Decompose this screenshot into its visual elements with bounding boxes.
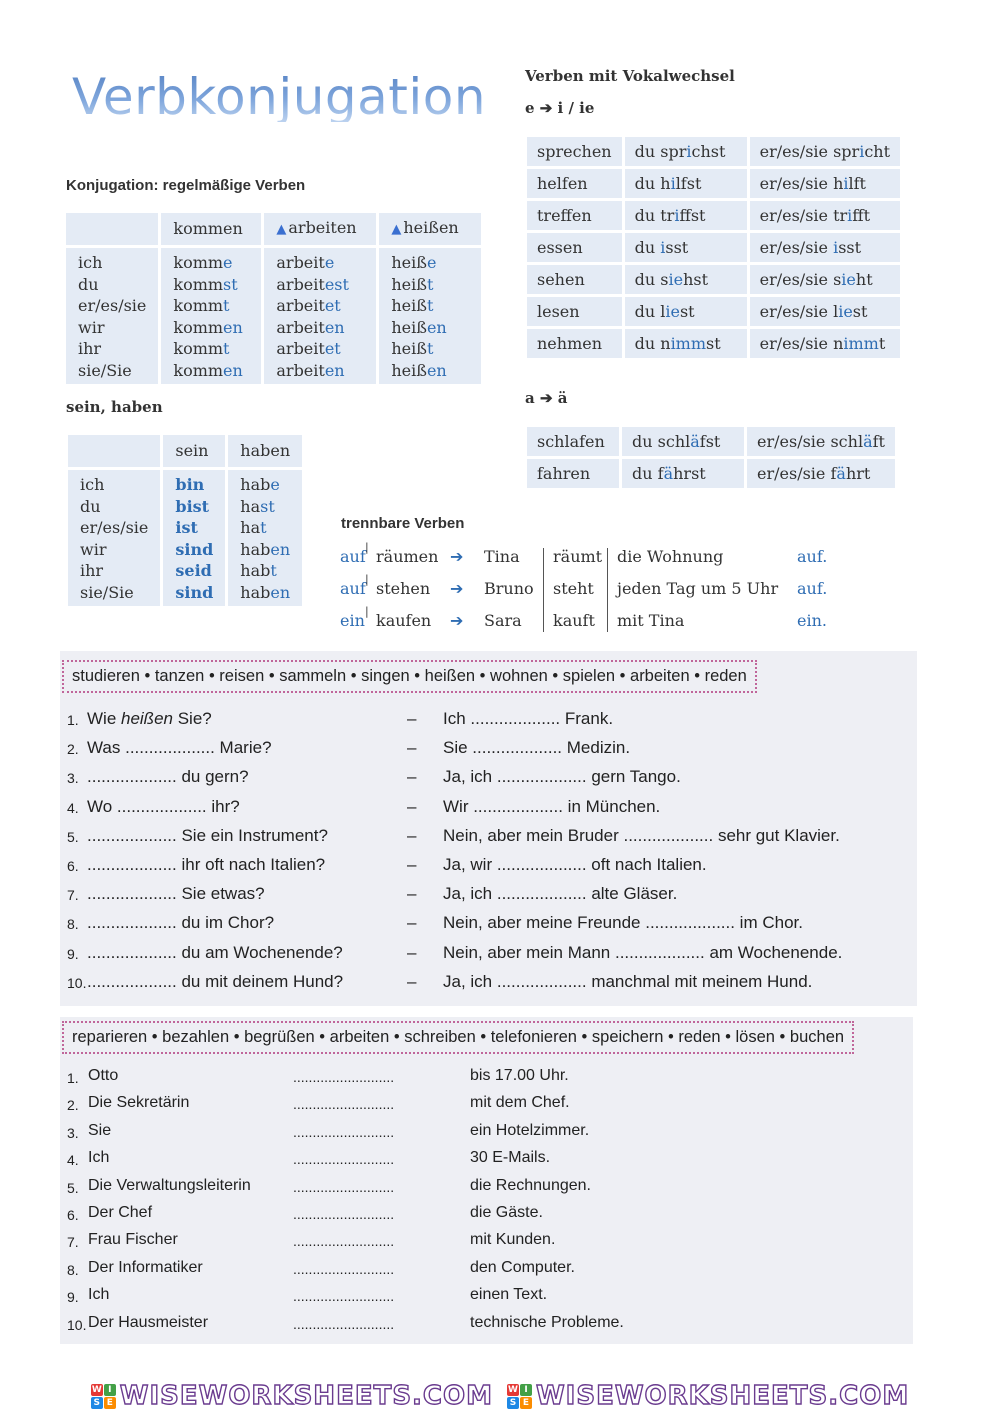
question: ................... ihr oft nach Italien? xyxy=(87,855,326,874)
sein-haben-table xyxy=(65,432,305,609)
arrow-icon: ➔ xyxy=(450,611,464,630)
header-arbeiten: arbeiten xyxy=(288,218,357,238)
vowel-row xyxy=(527,459,895,488)
stem: räumen xyxy=(376,547,439,566)
er-form: er/es/sie nimmt xyxy=(750,329,900,358)
sentence-end: einen Text. xyxy=(470,1286,548,1304)
header-haben: haben xyxy=(228,435,302,467)
du-form: du siehst xyxy=(625,265,747,294)
verb-form: kommt xyxy=(173,339,230,358)
er-form: er/es/sie hilft xyxy=(750,169,900,198)
verb-form: kommen xyxy=(173,360,243,380)
blank: .......................... xyxy=(293,1151,395,1168)
sentence-end: die Gäste. xyxy=(470,1204,543,1221)
blank: .......................... xyxy=(293,1096,395,1113)
verb-form: arbeitet xyxy=(276,339,341,358)
er-form: er/es/sie fährt xyxy=(747,459,895,488)
question: Wo ................... ihr? xyxy=(87,796,240,816)
du-form: du nimmst xyxy=(625,329,747,358)
sein-column: bin bist ist sind seid sind xyxy=(163,470,225,606)
warning-triangle-icon: ▲ xyxy=(276,222,287,238)
infinitive: treffen xyxy=(527,201,622,230)
du-form: du fährst xyxy=(622,459,744,488)
subject: Otto xyxy=(88,1067,119,1084)
dash: – xyxy=(407,971,417,991)
regular-verbs-table xyxy=(63,210,484,387)
regular-verbs-heading: Konjugation: regelmäßige Verben xyxy=(66,177,306,194)
sentence-end: 30 E-Mails. xyxy=(470,1149,551,1167)
page-title: Verbkonjugation xyxy=(72,68,487,126)
stem: kaufen xyxy=(376,611,432,630)
subject: Tina xyxy=(484,547,520,566)
verb-form: heißt xyxy=(391,296,434,315)
subject: Ich xyxy=(88,1149,110,1167)
header-heissen: heißen xyxy=(403,218,459,238)
question: ................... du gern? xyxy=(87,767,249,787)
dash: – xyxy=(407,942,417,962)
subject: Der Chef xyxy=(88,1204,153,1221)
dash: – xyxy=(407,709,417,728)
dash: – xyxy=(407,913,417,933)
infinitive: lesen xyxy=(527,297,622,326)
header-sein: sein xyxy=(163,435,225,467)
answer: Nein, aber mein Bruder ................... sehr gut Klavier. xyxy=(443,825,840,845)
watermark-text: WISEWORKSHEETS.COM xyxy=(119,1381,493,1411)
sentence-end: den Computer. xyxy=(470,1258,575,1276)
verb: räumt xyxy=(553,547,603,566)
vowel-sub-a: a ➔ ä xyxy=(525,389,568,407)
row-number: 10. xyxy=(67,974,87,991)
verb-form: komme xyxy=(173,253,233,272)
row-number: 1. xyxy=(67,1070,79,1086)
sentence-end: mit dem Chef. xyxy=(470,1094,570,1112)
dash: – xyxy=(407,738,417,758)
wiseworksheets-logo-icon: W I S E xyxy=(507,1384,532,1409)
row-number: 3. xyxy=(67,770,79,787)
row-number: 4. xyxy=(67,799,79,816)
separable-verbs-heading: trennbare Verben xyxy=(341,515,465,532)
vowel-row xyxy=(527,169,900,198)
arrow-icon: ➔ xyxy=(450,579,464,598)
object: jeden Tag um 5 Uhr xyxy=(617,579,779,598)
particle: auf. xyxy=(797,579,828,598)
verb-form: arbeiten xyxy=(276,317,345,337)
sentence-end: ein Hotelzimmer. xyxy=(470,1121,590,1139)
verb-form: kommt xyxy=(173,296,230,315)
object: die Wohnung xyxy=(617,547,724,566)
du-form: du isst xyxy=(625,233,747,262)
row-number: 6. xyxy=(67,1207,79,1223)
subject: Der Hausmeister xyxy=(88,1313,209,1331)
question: ................... du mit deinem Hund? xyxy=(87,971,344,991)
sentence-end: bis 17.00 Uhr. xyxy=(470,1067,569,1084)
vowel-row xyxy=(527,233,900,262)
er-form: er/es/sie isst xyxy=(750,233,900,262)
row-number: 3. xyxy=(67,1124,79,1141)
answer: Nein, aber mein Mann ................... am Wochenende. xyxy=(443,942,843,962)
vowel-row xyxy=(527,137,900,166)
answer: Nein, aber meine Freunde ................... im Chor. xyxy=(443,913,803,933)
row-number: 8. xyxy=(67,1261,79,1278)
particle: ein. xyxy=(797,611,827,630)
kommen-column xyxy=(161,248,261,384)
er-form: er/es/sie liest xyxy=(750,297,900,326)
sentence-end: mit Kunden. xyxy=(470,1231,556,1249)
answer: Ja, ich ................... manchmal mit meinem Hund. xyxy=(443,971,813,991)
blank: .......................... xyxy=(293,1069,395,1085)
exercise-1 xyxy=(60,651,917,1006)
object: mit Tina xyxy=(617,611,685,630)
verb: steht xyxy=(553,579,594,598)
row-number: 8. xyxy=(67,916,79,933)
er-form: er/es/sie sieht xyxy=(750,265,900,294)
verb-form: arbeiten xyxy=(276,360,345,380)
word-bank-1: studieren • tanzen • reisen • sammeln • singen • heißen • wohnen • spielen • arbeiten • reden xyxy=(62,660,757,693)
divider xyxy=(543,548,544,632)
vowel-row xyxy=(527,265,900,294)
stem: stehen xyxy=(376,579,431,598)
blank: .......................... xyxy=(293,1233,395,1250)
dash: – xyxy=(407,825,417,845)
separator-mark: | xyxy=(365,573,369,586)
er-form: er/es/sie schläft xyxy=(747,427,895,456)
sentence-end: technische Probleme. xyxy=(470,1313,624,1331)
header-kommen: kommen xyxy=(161,213,261,245)
row-number: 9. xyxy=(67,1289,79,1306)
separator-mark: | xyxy=(365,605,369,618)
arrow-icon: ➔ xyxy=(450,547,464,566)
haben-column: habe hast hat haben habt haben xyxy=(228,470,302,606)
infinitive: essen xyxy=(527,233,622,262)
er-form: er/es/sie trifft xyxy=(750,201,900,230)
blank: .......................... xyxy=(293,1288,395,1305)
subject: Frau Fischer xyxy=(88,1231,178,1249)
vowel-row xyxy=(527,427,895,456)
answer: Sie ................... Medizin. xyxy=(443,738,631,758)
answer: Wir ................... in München. xyxy=(443,796,661,816)
du-form: du liest xyxy=(625,297,747,326)
row-number: 1. xyxy=(67,712,79,728)
vowel-change-table-e xyxy=(524,134,903,361)
du-form: du triffst xyxy=(625,201,747,230)
row-number: 5. xyxy=(67,828,79,845)
blank: .......................... xyxy=(293,1178,395,1195)
row-number: 9. xyxy=(67,945,79,962)
watermark-text: WISEWORKSHEETS.COM xyxy=(536,1381,910,1411)
answer: Ich ................... Frank. xyxy=(443,709,614,728)
row-number: 7. xyxy=(67,887,79,904)
infinitive: helfen xyxy=(527,169,622,198)
blank: .......................... xyxy=(293,1260,395,1277)
verb-form: heißt xyxy=(391,339,434,358)
question: ................... Sie ein Instrument? xyxy=(87,825,328,845)
row-number: 10. xyxy=(67,1316,87,1333)
row-number: 2. xyxy=(67,741,79,758)
answer: Ja, wir ................... oft nach Italien. xyxy=(443,855,707,874)
infinitive: nehmen xyxy=(527,329,622,358)
verb-form: arbeitet xyxy=(276,296,341,315)
question: Wie heißen Sie? xyxy=(87,709,212,728)
row-number: 7. xyxy=(67,1234,79,1251)
question: ................... du am Wochenende? xyxy=(87,942,343,962)
question: ................... Sie etwas? xyxy=(87,884,265,904)
exercise-2 xyxy=(60,1017,913,1344)
row-number: 2. xyxy=(67,1097,79,1114)
verb-form: arbeitest xyxy=(276,274,349,294)
question: ................... du im Chor? xyxy=(87,913,275,933)
dash: – xyxy=(407,796,417,816)
vowel-change-heading: Verben mit Vokalwechsel xyxy=(525,67,735,85)
dash: – xyxy=(407,767,417,787)
particle: auf. xyxy=(797,547,828,566)
subject: Die Verwaltungsleiterin xyxy=(88,1176,251,1194)
er-form: er/es/sie spricht xyxy=(750,137,900,166)
verb-form: heißen xyxy=(391,360,447,380)
subject: Sie xyxy=(88,1121,112,1139)
arbeiten-column xyxy=(264,248,376,384)
answer: Ja, ich ................... gern Tango. xyxy=(443,767,681,787)
subject: Der Informatiker xyxy=(88,1258,203,1276)
infinitive: sehen xyxy=(527,265,622,294)
du-form: du sprichst xyxy=(625,137,747,166)
infinitive: sprechen xyxy=(527,137,622,166)
infinitive: fahren xyxy=(527,459,619,488)
prefix: ein xyxy=(340,611,365,630)
warning-triangle-icon: ▲ xyxy=(391,222,402,238)
pronoun-column: ich du er/es/sie wir ihr sie/Sie xyxy=(66,248,158,384)
watermark-logo xyxy=(507,1381,909,1411)
infinitive: schlafen xyxy=(527,427,619,456)
prefix: auf xyxy=(340,547,366,566)
pronoun-column: ich du er/es/sie wir ihr sie/Sie xyxy=(68,470,160,606)
heissen-column xyxy=(379,248,481,384)
verb-form: heiße xyxy=(391,253,437,272)
du-form: du schläfst xyxy=(622,427,744,456)
sein-haben-heading: sein, haben xyxy=(66,398,163,416)
du-form: du hilfst xyxy=(625,169,747,198)
row-number: 4. xyxy=(67,1152,79,1169)
vowel-sub-e: e ➔ i / ie xyxy=(525,99,595,117)
subject: Bruno xyxy=(484,579,534,598)
blank: .......................... xyxy=(293,1315,395,1332)
subject: Die Sekretärin xyxy=(88,1094,190,1112)
blank: .......................... xyxy=(293,1123,395,1140)
answer: Ja, ich ................... alte Gläser. xyxy=(443,884,678,904)
word-bank-2: reparieren • bezahlen • begrüßen • arbeiten • schreiben • telefonieren • speichern • reden • lösen • buchen xyxy=(62,1021,854,1054)
sentence-end: die Rechnungen. xyxy=(470,1176,591,1194)
subject: Ich xyxy=(88,1286,110,1304)
vowel-row xyxy=(527,329,900,358)
wiseworksheets-logo-icon: W I S E xyxy=(91,1384,116,1409)
dash: – xyxy=(407,855,417,874)
row-number: 6. xyxy=(67,858,79,874)
prefix: auf xyxy=(340,579,366,598)
verb-form: kommst xyxy=(173,274,238,294)
subject: Sara xyxy=(484,611,522,630)
verb: kauft xyxy=(553,611,595,630)
watermark-logo xyxy=(91,1381,493,1411)
vowel-change-table-a xyxy=(524,424,898,491)
vowel-row xyxy=(527,201,900,230)
separator-mark: | xyxy=(365,541,369,554)
question: Was ................... Marie? xyxy=(87,738,272,758)
dash: – xyxy=(407,884,417,904)
verb-form: heißen xyxy=(391,317,447,337)
verb-form: kommen xyxy=(173,317,243,337)
verb-form: heißt xyxy=(391,274,434,294)
blank: .......................... xyxy=(293,1206,395,1222)
divider xyxy=(607,548,608,632)
verb-form: arbeite xyxy=(276,253,335,272)
vowel-row xyxy=(527,297,900,326)
row-number: 5. xyxy=(67,1179,79,1196)
footer-watermark xyxy=(0,1379,1000,1413)
